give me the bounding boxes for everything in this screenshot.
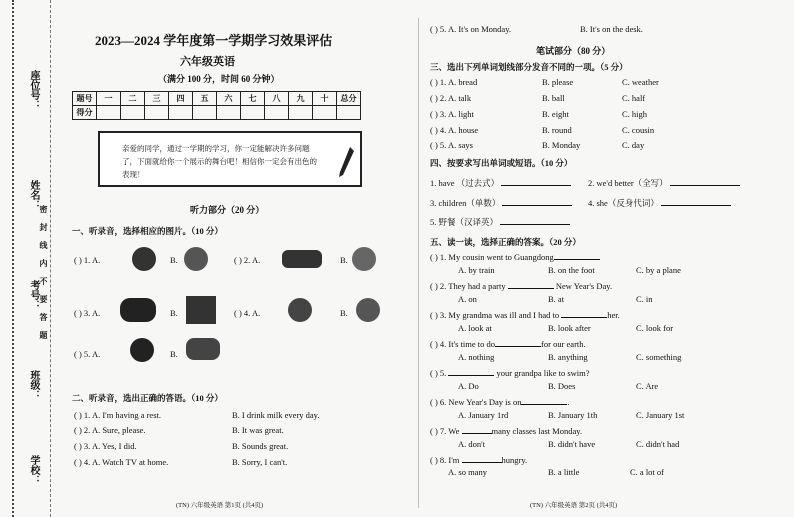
boat-icon [186, 338, 220, 360]
mc-option-c: C. look for [636, 323, 674, 333]
answer-blank[interactable] [448, 367, 494, 376]
school-label: 学校： [28, 455, 39, 485]
score-cell: 四 [169, 92, 193, 106]
phonics-option-a: ( ) 1. A. bread [430, 77, 478, 87]
guitar-player-icon [288, 298, 312, 322]
option-label: B. [340, 255, 348, 265]
mc-option-b: B. January 1th [548, 410, 598, 420]
mc-question-text: ( ) 8. I'm [430, 455, 460, 465]
answer-blank[interactable] [561, 309, 607, 318]
mc-question-tail: hungry. [501, 455, 528, 465]
mc-question [430, 309, 620, 320]
answer-blank[interactable] [500, 216, 570, 225]
score-cell: 得分 [73, 106, 97, 120]
seal-dashed-line [50, 0, 51, 517]
section-5-heading: 五、读一读，选择正确的答案。（20 分） [430, 237, 581, 247]
score-cell[interactable] [217, 106, 241, 120]
footer-right: (TN) 六年级英语 第2页 (共4页) [530, 502, 618, 509]
answer-option-b: B. Sounds great. [232, 441, 289, 451]
answer-option-a: ( ) 2. A. Sure, please. [74, 425, 146, 435]
mc-question-text: ( ) 6. New Year's Day is on [430, 397, 522, 407]
mc-question-tail: your grandpa like to swim? [496, 368, 590, 378]
mc-option-b: B. anything [548, 352, 588, 362]
seal-char: 题 [39, 331, 48, 339]
answer-blank[interactable] [554, 251, 600, 260]
question-label: ( ) 5. A. [74, 349, 101, 359]
name-label: 姓名： [28, 180, 39, 210]
mc-question [430, 454, 527, 465]
exam-number-label: 考号： [28, 280, 39, 310]
mc-option-c: C. something [636, 352, 682, 362]
seal-char: 封 [39, 223, 48, 231]
score-cell[interactable] [145, 106, 169, 120]
phonics-option-c: C. high [622, 109, 648, 119]
answer-option-a: ( ) 3. A. Yes, I did. [74, 441, 137, 451]
phonics-option-c: C. day [622, 140, 645, 150]
section-3-heading: 三、选出下列单词划线部分发音不同的一项。（5 分） [430, 62, 628, 72]
written-heading: 笔试部分（80 分） [536, 46, 611, 56]
answer-blank[interactable] [521, 396, 570, 407]
mc-option-a: A. Do [458, 381, 479, 391]
score-cell: 二 [121, 92, 145, 106]
girl-face-icon [184, 247, 208, 271]
seal-char: 内 [39, 259, 48, 267]
score-cell: 八 [265, 92, 289, 106]
phonics-option-c: C. cousin [622, 125, 655, 135]
mc-question [430, 338, 586, 349]
binding-strip [0, 0, 62, 517]
answer-option-a: ( ) 5. A. It's on Monday. [430, 24, 512, 34]
mc-option-b: B. at [548, 294, 565, 304]
score-cell: 总分 [337, 92, 361, 106]
score-cell: 九 [289, 92, 313, 106]
mc-question-text: ( ) 1. My cousin went to Guangdong [430, 252, 554, 262]
mc-question-tail: for our earth. [541, 339, 586, 349]
section-4-heading: 四、按要求写出单词或短语。（10 分） [430, 158, 573, 168]
answer-option-b: B. I drink milk every day. [232, 410, 320, 420]
phonics-option-a: ( ) 5. A. says [430, 140, 473, 150]
dancer-icon [356, 298, 380, 322]
score-table [72, 91, 361, 120]
mc-question [430, 251, 600, 262]
word-task-4 [588, 197, 731, 209]
mc-option-b: B. didn't have [548, 439, 596, 449]
score-cell: 题号 [73, 92, 97, 106]
mc-question-text: ( ) 3. My grandma was ill and I had to [430, 310, 560, 320]
score-cell: 七 [241, 92, 265, 106]
answer-blank[interactable] [670, 177, 740, 186]
answer-blank[interactable] [462, 425, 492, 434]
class-label: 班级： [28, 370, 39, 400]
mc-option-b: B. Does [548, 381, 576, 391]
seal-char: 要 [39, 295, 48, 303]
phonics-option-a: ( ) 2. A. talk [430, 93, 472, 103]
score-header-row [73, 92, 361, 106]
question-label: ( ) 2. A. [234, 255, 261, 265]
mc-question-tail: . [567, 397, 570, 407]
word-task-text: 4. she（反身代词） [588, 198, 659, 208]
word-task-text: 2. we'd better（全写） [588, 178, 668, 188]
answer-blank[interactable] [508, 280, 554, 289]
option-label: B. [170, 308, 178, 318]
mc-option-a: A. by train [458, 265, 495, 275]
score-cell: 五 [193, 92, 217, 106]
mc-option-a: A. look at [458, 323, 492, 333]
phonics-option-b: B. ball [542, 93, 565, 103]
word-task-1 [430, 177, 571, 189]
exam-info: （满分 100 分，时间 60 分钟） [158, 74, 280, 84]
exam-subject: 六年级英语 [180, 56, 235, 68]
option-label: B. [340, 308, 348, 318]
question-label: ( ) 1. A. [74, 255, 101, 265]
mc-option-a: A. so many [448, 467, 487, 477]
phonics-option-a: ( ) 3. A. light [430, 109, 474, 119]
banner-text: 亲爱的同学，通过一学期的学习，你一定能解决许多问题了，下面就给你一个展示的舞台吧！相信你一定会有出色的表现！ [122, 144, 317, 179]
listening-heading: 听力部分（20 分） [190, 205, 265, 215]
scarf-icon [186, 296, 216, 324]
mc-question [430, 367, 590, 378]
seat-number-label: 座位号： [28, 70, 39, 110]
mc-option-c: C. a lot of [630, 467, 664, 477]
mc-question [430, 425, 582, 436]
answer-option-b: B. It was great. [232, 425, 284, 435]
answer-option-b: B. It's on the desk. [580, 24, 643, 34]
score-cell[interactable] [265, 106, 289, 120]
score-cell[interactable] [337, 106, 361, 120]
phonics-option-b: B. Monday [542, 140, 581, 150]
score-value-row [73, 106, 361, 120]
phonics-option-c: C. weather [622, 77, 659, 87]
phonics-option-b: B. eight [542, 109, 569, 119]
phonics-option-b: B. round [542, 125, 572, 135]
option-label: B. [170, 255, 178, 265]
answer-blank[interactable] [495, 338, 541, 347]
mc-question-text: ( ) 2. They had a party [430, 281, 506, 291]
word-task-text: 3. children（单数） [430, 198, 501, 208]
score-cell[interactable] [241, 106, 265, 120]
score-cell[interactable] [193, 106, 217, 120]
mc-question-tail: New Year's Day. [555, 281, 613, 291]
score-cell: 三 [145, 92, 169, 106]
score-cell[interactable] [313, 106, 337, 120]
chef-icon [352, 247, 376, 271]
seal-char: 密 [39, 205, 48, 213]
answer-blank[interactable] [462, 454, 502, 463]
mc-option-c: C. January 1st [636, 410, 685, 420]
mc-question [430, 280, 612, 291]
mc-question-text: ( ) 7. We [430, 426, 460, 436]
pen-icon [336, 145, 356, 179]
seal-char: 不 [39, 277, 48, 285]
exam-title: 2023—2024 学年度第一学期学习效果评估 [95, 33, 333, 48]
phonics-option-b: B. please [542, 77, 574, 87]
word-task-3 [430, 197, 572, 209]
word-task-2 [588, 177, 740, 189]
mittens-icon [120, 298, 156, 322]
score-cell[interactable] [97, 106, 121, 120]
score-cell: 一 [97, 92, 121, 106]
answer-option-b: B. Sorry, I can't. [232, 457, 288, 467]
binding-dotted-line [12, 0, 14, 517]
mc-question [430, 396, 570, 407]
mc-option-a: A. January 1rd [458, 410, 509, 420]
mc-option-c: C. Are [636, 381, 659, 391]
score-cell: 十 [313, 92, 337, 106]
score-cell: 六 [217, 92, 241, 106]
phonics-option-a: ( ) 4. A. house [430, 125, 479, 135]
mc-option-c: C. didn't had [636, 439, 680, 449]
question-label: ( ) 3. A. [74, 308, 101, 318]
word-task-text: 5. 野餐（汉译英） [430, 217, 499, 227]
answer-option-a: ( ) 1. A. I'm having a rest. [74, 410, 161, 420]
answer-blank[interactable] [502, 197, 572, 206]
score-cell[interactable] [289, 106, 313, 120]
score-cell[interactable] [121, 106, 145, 120]
phonics-option-c: C. half [622, 93, 646, 103]
word-task-5 [430, 216, 570, 228]
encouragement-banner [98, 131, 362, 187]
score-cell[interactable] [169, 106, 193, 120]
mc-option-a: A. don't [458, 439, 486, 449]
mc-question-tail: many classes last Monday. [491, 426, 583, 436]
mc-question-tail: her. [607, 310, 620, 320]
child-face-icon [132, 247, 156, 271]
mc-option-b: B. a little [548, 467, 580, 477]
question-label: ( ) 4. A. [234, 308, 261, 318]
seal-char: 线 [39, 241, 48, 249]
crying-boy-icon [130, 338, 154, 362]
listening-section-1: 一、听录音，选择相应的图片。（10 分） [72, 226, 223, 236]
option-label: B. [170, 349, 178, 359]
car-icon [282, 250, 322, 268]
mc-option-b: B. on the foot [548, 265, 595, 275]
seal-char: 答 [39, 313, 48, 321]
mc-question-text: ( ) 4. It's time to do [430, 339, 496, 349]
footer-left: (TN) 六年级英语 第1页 (共4页) [176, 502, 264, 509]
answer-option-a: ( ) 4. A. Watch TV at home. [74, 457, 169, 467]
word-task-text: 1. have （过去式） [430, 178, 500, 188]
mc-option-b: B. look after [548, 323, 591, 333]
mc-option-a: A. on [458, 294, 477, 304]
mc-question-text: ( ) 5. [430, 368, 447, 378]
mc-option-a: A. nothing [458, 352, 495, 362]
answer-blank[interactable] [661, 197, 731, 206]
page-divider [418, 18, 419, 508]
mc-option-c: C. in [636, 294, 653, 304]
mc-option-c: C. by a plane [636, 265, 681, 275]
answer-blank[interactable] [501, 177, 571, 186]
listening-section-2: 二、听录音，选出正确的答语。（10 分） [72, 393, 223, 403]
